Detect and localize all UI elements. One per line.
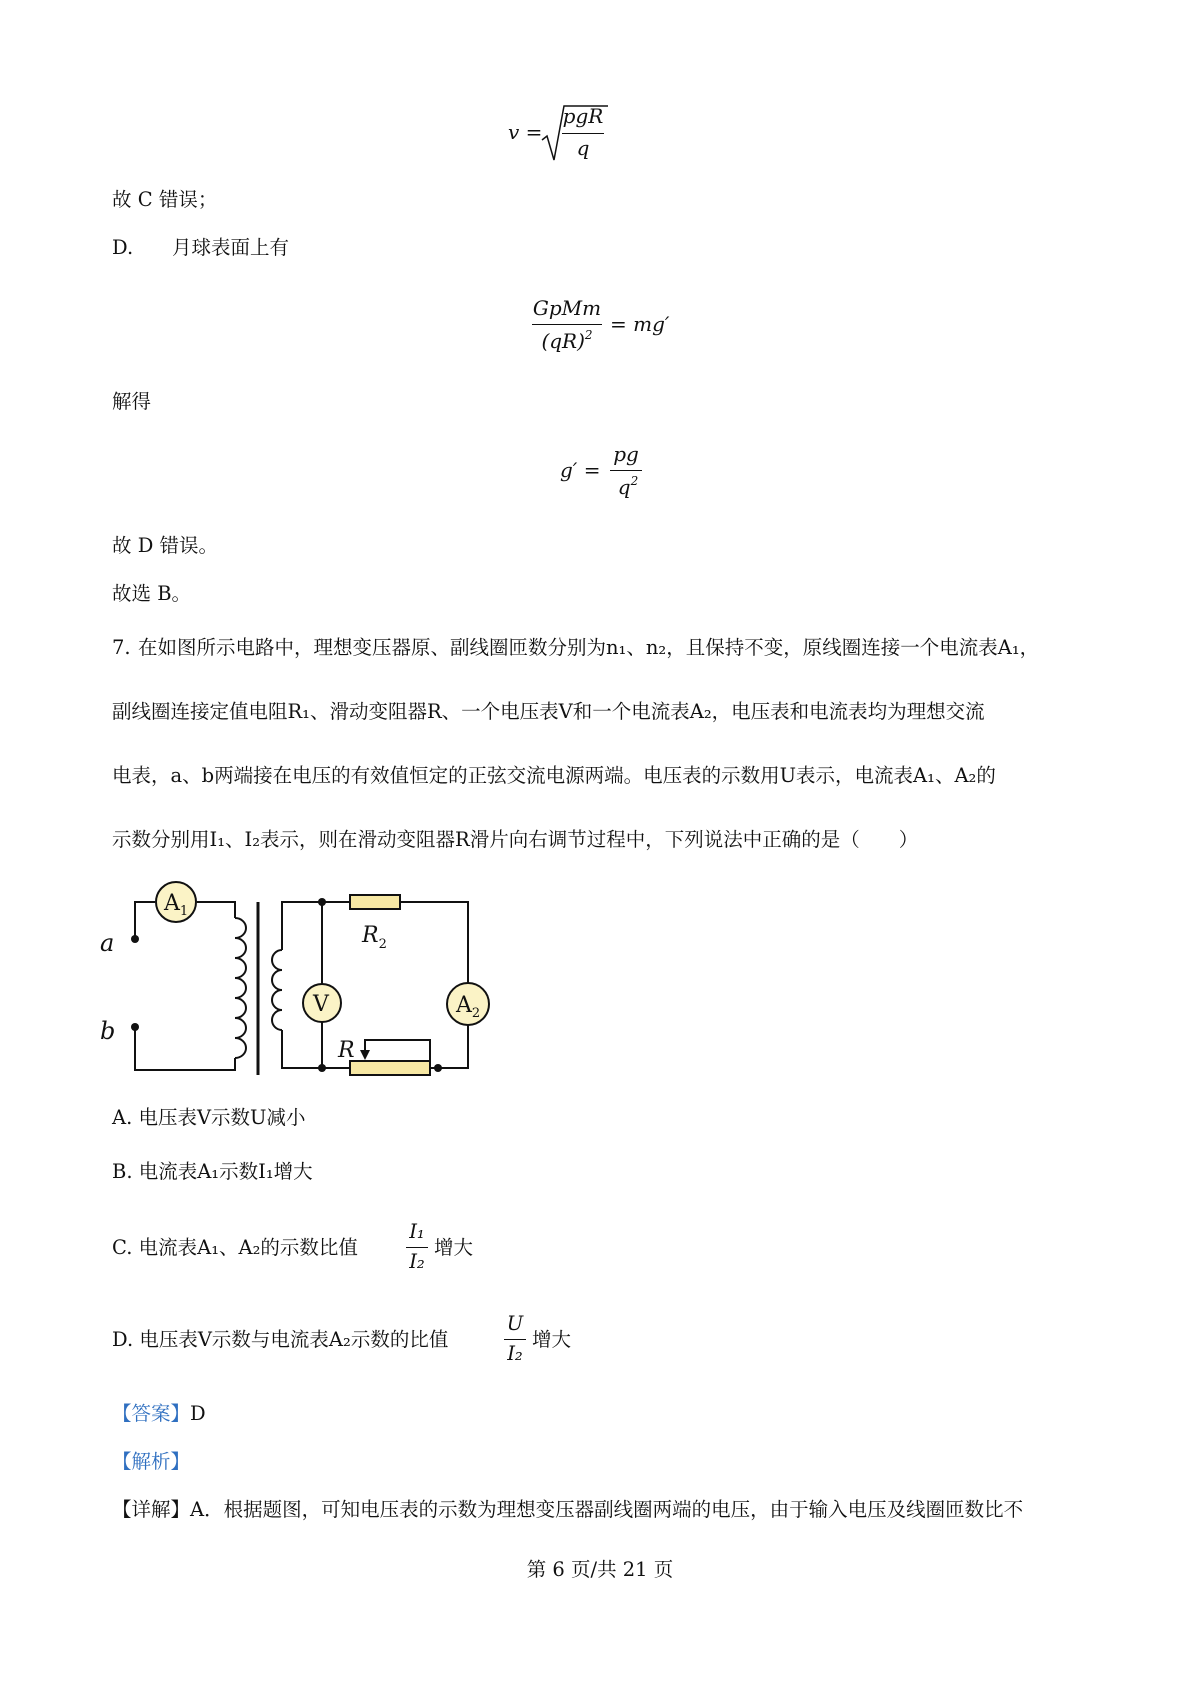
answer-choice: 故选 B。 (112, 582, 192, 605)
eq-grav-numerator: GpMm (532, 296, 602, 320)
option-c-fraction-line (406, 1247, 428, 1248)
question-line-1: 在如图所示电路中，理想变压器原、副线圈匝数分别为n₁、n₂，且保持不变，原线圈连接一个电流表A₁， (138, 636, 1040, 659)
resistor-r2 (350, 895, 400, 909)
eq-v-fraction-line (562, 133, 604, 134)
option-d-numerator: U (506, 1312, 524, 1335)
ammeter-a2-label: $A_2$ (456, 993, 481, 1021)
analysis-tag: 【解析】 (112, 1450, 191, 1473)
option-c-numerator: I₁ (409, 1220, 425, 1243)
equation-gravity (530, 292, 680, 358)
detail-tag: 【详解】 (112, 1498, 191, 1521)
option-d-text: D. 电压表V示数与电流表A₂示数的比值 (112, 1328, 449, 1351)
option-d-denominator: I₂ (507, 1342, 523, 1365)
option-a: A. 电压表V示数U减小 (112, 1106, 306, 1129)
option-b: B. 电流表A₁示数I₁增大 (112, 1160, 313, 1183)
option-c-suffix: 增大 (434, 1236, 474, 1259)
slider-arrow-icon (360, 1050, 370, 1060)
answer-value: D (190, 1402, 206, 1425)
eq-g-fraction-line (610, 470, 642, 471)
option-d-fraction-line (504, 1339, 526, 1340)
label-b: b (100, 1017, 116, 1045)
eq-g-denominator: $q^2$ (617, 474, 639, 499)
junction-bottom-right (434, 1064, 442, 1072)
label-a: a (100, 929, 115, 957)
page-footer: 第 6 页/共 21 页 (526, 1558, 674, 1581)
answer-tag: 【答案】 (112, 1402, 191, 1425)
detail-text: A．根据题图，可知电压表的示数为理想变压器副线圈两端的电压，由于输入电压及线圈匝数比不 (190, 1498, 1024, 1521)
primary-circuit-wires (135, 902, 235, 1070)
eq-grav-fraction-line (532, 324, 602, 325)
rheostat-r (350, 1061, 430, 1075)
d-conclusion: 故 D 错误。 (112, 534, 219, 557)
question-line-4: 示数分别用I₁、I₂表示，则在滑动变阻器R滑片向右调节过程中，下列说法中正确的是（ ） (112, 828, 919, 851)
question-line-3: 电表，a、b两端接在电压的有效值恒定的正弦交流电源两端。电压表的示数用U表示，电流表A₁、A₂的 (112, 764, 996, 787)
option-c (112, 1218, 712, 1278)
resistor-r2-label: $R_2$ (362, 923, 387, 952)
option-c-denominator: I₂ (409, 1250, 425, 1273)
eq-v-lhs: v = (508, 120, 543, 144)
option-d-suffix: 增大 (532, 1328, 572, 1351)
junction-bottom-left (318, 1064, 326, 1072)
terminal-a (131, 935, 139, 943)
voltmeter-v-label: V (313, 992, 329, 1017)
ammeter-a1-label: $A_1$ (164, 891, 189, 919)
option-d (112, 1310, 712, 1370)
eq-v-denominator: q (576, 136, 590, 160)
primary-coil (235, 918, 246, 1058)
equation-g (560, 438, 660, 504)
circuit-diagram (100, 880, 520, 1080)
eq-grav-rhs: = mg′ (610, 312, 670, 336)
eq-grav-denominator: (qR)$^2$ (541, 328, 593, 353)
question-number: 7. (112, 636, 131, 659)
d-label: D. (112, 236, 134, 259)
terminal-b (131, 1023, 139, 1031)
junction-top (318, 898, 326, 906)
d-text: 月球表面上有 (172, 236, 290, 259)
eq-g-numerator: pg (613, 442, 639, 466)
detail-line (112, 1498, 1023, 1522)
answer-line (112, 1402, 206, 1426)
rheostat-r-label: R (338, 1038, 355, 1063)
option-c-text: C. 电流表A₁、A₂的示数比值 (112, 1236, 358, 1259)
eq-v-numerator: pgR (562, 104, 604, 128)
solve-label: 解得 (112, 390, 152, 413)
question-line-2: 副线圈连接定值电阻R₁、滑动变阻器R、一个电压表V和一个电流表A₂，电压表和电流表均为理想交流 (112, 700, 985, 723)
c-conclusion: 故 C 错误； (112, 188, 218, 211)
equation-v (500, 100, 620, 170)
secondary-coil (272, 950, 282, 1030)
eq-g-lhs: g′ = (560, 458, 601, 482)
